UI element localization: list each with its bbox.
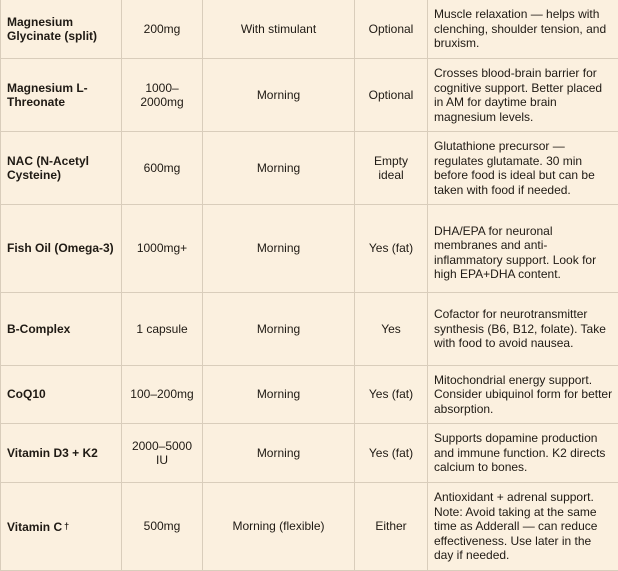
supplement-name: NAC (N-Acetyl Cysteine): [1, 132, 122, 205]
supplement-name: Vitamin C: [7, 520, 62, 534]
table-row: [1, 366, 618, 424]
dose-cell: 100–200mg: [122, 366, 203, 424]
supplement-name: Fish Oil (Omega-3): [1, 205, 122, 293]
timing-cell: Morning: [203, 366, 355, 424]
supplement-name: B-Complex: [1, 293, 122, 366]
dose-cell: 2000–5000 IU: [122, 424, 203, 483]
dose-cell: 1 capsule: [122, 293, 203, 366]
timing-cell: Morning: [203, 205, 355, 293]
footnote-marker: †: [64, 521, 69, 531]
timing-cell: Morning: [203, 132, 355, 205]
table-row: [1, 0, 618, 59]
notes-cell: Glutathione precursor — regulates glutamate. 30 min before food is ideal but can be taken with food if needed.: [428, 132, 618, 205]
timing-cell: Morning: [203, 59, 355, 132]
timing-cell: With stimulant: [203, 0, 355, 59]
with-food-cell: Yes (fat): [355, 205, 428, 293]
with-food-cell: Yes: [355, 293, 428, 366]
table-row: [1, 424, 618, 483]
with-food-cell: Optional: [355, 59, 428, 132]
dose-cell: 200mg: [122, 0, 203, 59]
supplement-name: Magnesium L-Threonate: [1, 59, 122, 132]
dose-cell: 1000–2000mg: [122, 59, 203, 132]
with-food-cell: Either: [355, 483, 428, 571]
notes-cell: Crosses blood-brain barrier for cognitive support. Better placed in AM for daytime brain magnesium levels.: [428, 59, 618, 132]
table-row: [1, 59, 618, 132]
table-row: [1, 132, 618, 205]
supplement-name: CoQ10: [1, 366, 122, 424]
dose-cell: 1000mg+: [122, 205, 203, 293]
table-row: [1, 205, 618, 293]
supplement-name-cell: [1, 483, 122, 571]
supplement-name: Magnesium Glycinate (split): [1, 0, 122, 59]
notes-cell: Muscle relaxation — helps with clenching, shoulder tension, and bruxism.: [428, 0, 618, 59]
timing-cell: Morning: [203, 293, 355, 366]
notes-cell: Supports dopamine production and immune function. K2 directs calcium to bones.: [428, 424, 618, 483]
timing-cell: Morning (flexible): [203, 483, 355, 571]
with-food-cell: Yes (fat): [355, 366, 428, 424]
notes-cell: Antioxidant + adrenal support. Note: Avoid taking at the same time as Adderall — can reduce effectiveness. Use later in the day if needed.: [428, 483, 618, 571]
notes-cell: Cofactor for neurotransmitter synthesis (B6, B12, folate). Take with food to avoid nausea.: [428, 293, 618, 366]
dose-cell: 600mg: [122, 132, 203, 205]
dose-cell: 500mg: [122, 483, 203, 571]
notes-cell: DHA/EPA for neuronal membranes and anti-inflammatory support. Look for high EPA+DHA content.: [428, 205, 618, 293]
table-row: [1, 293, 618, 366]
with-food-cell: Optional: [355, 0, 428, 59]
table-row: [1, 483, 618, 571]
with-food-cell: Yes (fat): [355, 424, 428, 483]
notes-cell: Mitochondrial energy support. Consider ubiquinol form for better absorption.: [428, 366, 618, 424]
supplement-name: Vitamin D3 + K2: [1, 424, 122, 483]
timing-cell: Morning: [203, 424, 355, 483]
with-food-cell: Empty ideal: [355, 132, 428, 205]
